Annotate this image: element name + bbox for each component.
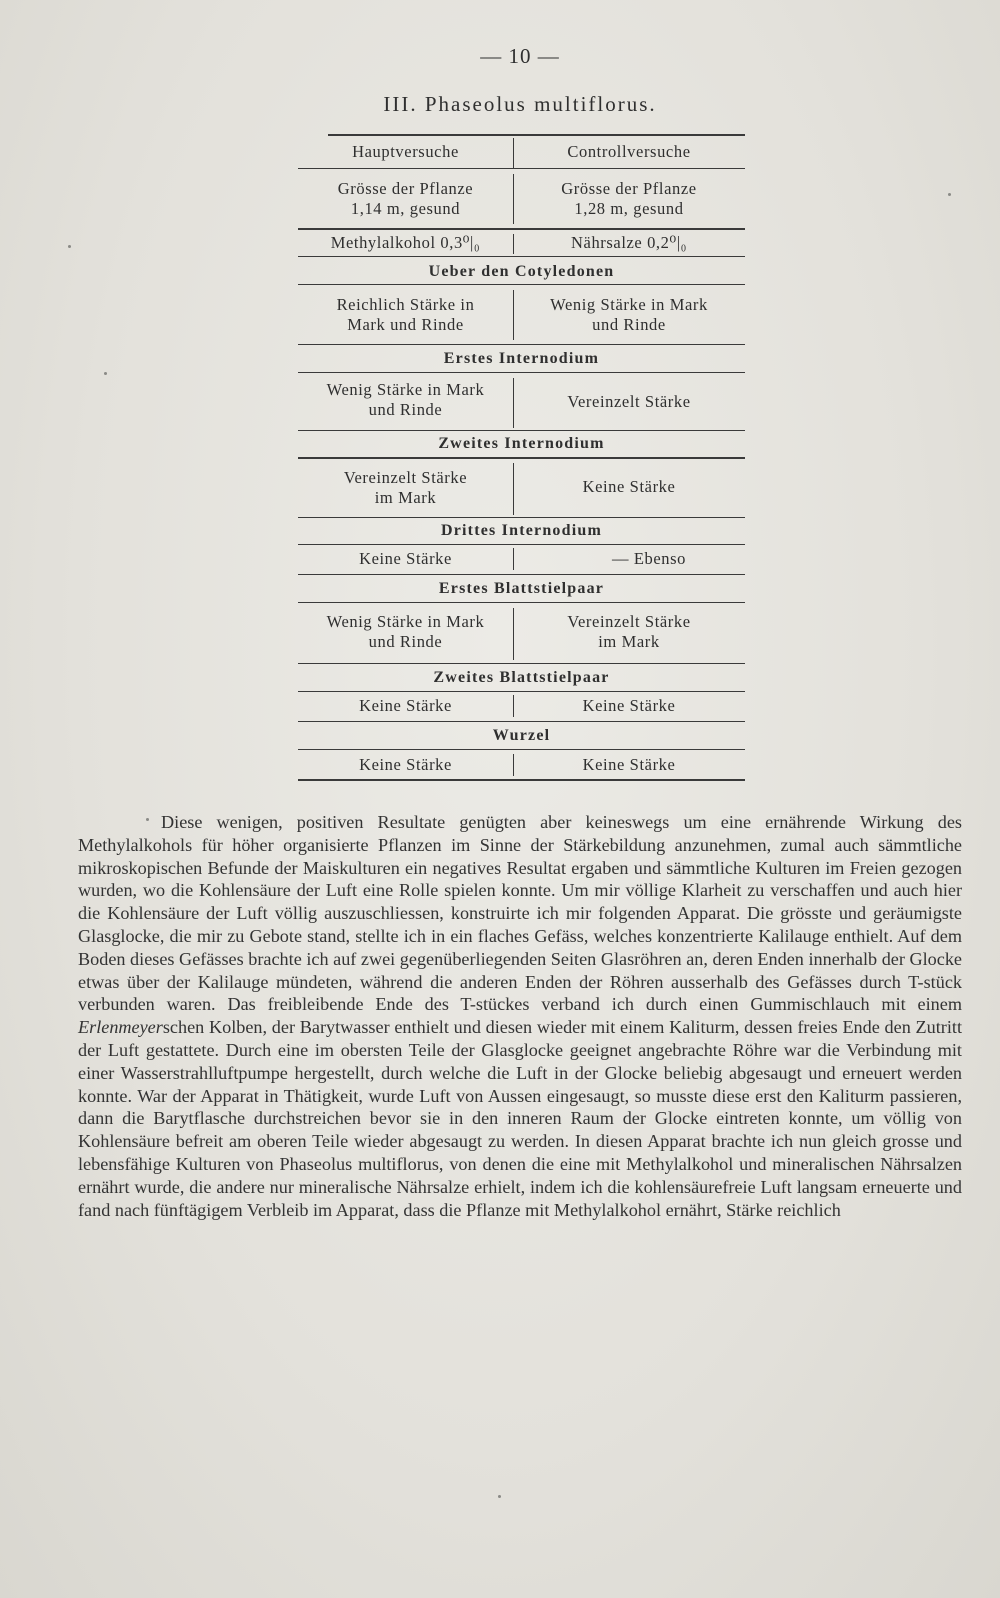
- paper-speck: [146, 818, 149, 821]
- main-plant-size: [298, 179, 513, 219]
- table-rule: [298, 663, 745, 664]
- main-second-petiole-pair: Keine Stärke: [359, 696, 452, 715]
- paragraph-text: [78, 811, 962, 1221]
- table-rule: [298, 284, 745, 285]
- main-nutrient: Methylalkohol 0,3⁰|₀: [330, 233, 481, 252]
- table-divider: [513, 463, 514, 515]
- table-rule: [298, 168, 745, 169]
- main-cotyledons-line2: Mark und Rinde: [347, 315, 464, 334]
- table-rule: [298, 544, 745, 545]
- header-control-experiments: Controllversuche: [567, 142, 691, 161]
- main-third-internode: Keine Stärke: [359, 549, 452, 568]
- control-first-internode: Vereinzelt Stärke: [567, 392, 691, 411]
- table-divider: [513, 608, 514, 660]
- control-cotyledons-line2: und Rinde: [592, 315, 666, 334]
- table-divider: [513, 754, 514, 776]
- control-first-petiole-pair-line2: im Mark: [598, 632, 660, 651]
- table-rule: [298, 372, 745, 373]
- table-divider: [513, 695, 514, 717]
- main-first-petiole-pair-line1: Wenig Stärke in Mark: [326, 612, 485, 631]
- paper-speck: [498, 1495, 501, 1498]
- header-main-experiments: Hauptversuche: [352, 142, 459, 161]
- table-rule: [298, 691, 745, 692]
- control-nutrient: Nährsalze 0,2⁰|₀: [571, 233, 687, 252]
- main-first-petiole-pair-line2: und Rinde: [368, 632, 443, 651]
- section-title: III. Phaseolus multiflorus.: [383, 92, 657, 116]
- section-head-first-petiole-pair: Erstes Blattstielpaar: [438, 580, 605, 597]
- table-rule: [298, 749, 745, 750]
- table-rule: [298, 602, 745, 603]
- section-head-second-internode: Zweites Internodium: [438, 435, 605, 452]
- control-third-internode: — Ebenso: [612, 549, 686, 568]
- control-first-petiole-pair-line1: Vereinzelt Stärke: [567, 612, 691, 631]
- control-second-internode: Keine Stärke: [582, 477, 676, 496]
- main-root: Keine Stärke: [359, 755, 452, 774]
- table-divider: [513, 234, 514, 254]
- table-rule: [298, 430, 745, 431]
- main-second-internode: [298, 468, 513, 508]
- table-divider: [513, 548, 514, 570]
- table-divider: [513, 174, 514, 224]
- table-rule-bottom: [298, 779, 745, 781]
- table-rule-top: [328, 134, 745, 136]
- main-second-internode-line2: im Mark: [374, 488, 437, 507]
- table-rule: [298, 344, 745, 345]
- control-cotyledons-line1: Wenig Stärke in Mark: [550, 295, 708, 314]
- table-divider: [513, 290, 514, 340]
- control-second-petiole-pair: Keine Stärke: [582, 696, 676, 715]
- main-first-internode-line1: Wenig Stärke in Mark: [326, 380, 485, 399]
- section-head-first-internode: Erstes Internodium: [443, 350, 600, 367]
- table-rule: [298, 517, 745, 518]
- table-rule: [298, 228, 745, 230]
- control-plant-size-line1: Grösse der Pflanze: [561, 179, 697, 198]
- main-first-internode: [298, 380, 513, 420]
- section-head-cotyledons: Ueber den Cotyledonen: [428, 263, 615, 280]
- section-head-third-internode: Drittes Internodium: [440, 522, 602, 539]
- main-second-internode-line1: Vereinzelt Stärke: [343, 468, 468, 487]
- control-root: Keine Stärke: [582, 755, 676, 774]
- body-paragraph: [78, 811, 962, 1221]
- paper-speck: [68, 245, 71, 248]
- control-plant-size: [513, 179, 745, 219]
- table-rule: [298, 574, 745, 575]
- table-rule: [298, 721, 745, 722]
- control-first-petiole-pair: [513, 612, 745, 652]
- table-rule: [298, 256, 745, 257]
- main-cotyledons-line1: Reichlich Stärke in: [336, 295, 475, 314]
- table-divider: [513, 138, 514, 168]
- main-first-petiole-pair: [298, 612, 513, 652]
- paper-speck: [104, 372, 107, 375]
- person-name: Erlenmeyer: [78, 1017, 163, 1038]
- paragraph-part-2: schen Kolben, der Barytwasser enthielt und diesen wieder mit einem Kaliturm, dessen freies Ende den Zutritt der Luft gestattete. Durch eine im obersten Teile der Glasglocke geeignet angebrachte Röhre war die Verbindung mit einer Wasserstrahlluftpumpe hergestellt, durch welche die Luft in der Glocke beliebig abgesaugt und erneuert werden konnte. War der Apparat in Thätigkeit, wurde Luft von Aussen eingesaugt, so musste diese erst den Kaliturm passieren, dann die Barytflasche durchstreichen bevor sie in den inneren Raum der Glocke eintreten konnte, um völlig von Kohlensäure befreit am oberen Teile wieder abgesaugt zu werden. In diesen Apparat brachte ich nun gleich grosse und lebensfähige Kulturen von Phaseolus multiflorus, von denen die eine mit Methylalkohol und mineralischen Nährsalzen ernährt wurde, die andere nur mineralische Nährsalze erhielt, indem ich die kohlensäurefreie Luft langsam erneuerte und fand nach fünftägigem Verbleib im Apparat, dass die Pflanze mit Methylalkohol ernährt, Stärke reichlich: [78, 1017, 962, 1220]
- section-head-root: Wurzel: [492, 727, 551, 744]
- main-plant-size-line1: Grösse der Pflanze: [337, 179, 474, 198]
- table-rule: [298, 457, 745, 459]
- control-plant-size-line2: 1,28 m, gesund: [574, 199, 684, 218]
- section-head-second-petiole-pair: Zweites Blattstielpaar: [433, 669, 610, 686]
- main-plant-size-line2: 1,14 m, gesund: [350, 199, 461, 218]
- page-number: — 10 —: [480, 44, 560, 68]
- main-first-internode-line2: und Rinde: [368, 400, 443, 419]
- control-cotyledons: [513, 295, 745, 335]
- paragraph-part-1: Diese wenigen, positiven Resultate genügten aber keineswegs um eine ernährende Wirkung des Methylalkohols für höher organisierte Pflanzen im Sinne der Stärkebildung anzunehmen, zumal auch sämmtliche mikroskopischen Befunde der Maiskulturen ein negatives Resultat ergaben und sämmtliche Kulturen im Freien gezogen wurden, wo die Kohlensäure der Luft eine Rolle spielen konnte. Um mir völlige Klarheit zu verschaffen und auch hier die Kohlensäure der Luft völlig auszuschliessen, konstruirte ich mir folgenden Apparat. Die grösste und geräumigste Glasglocke, die mir zu Gebote stand, stellte ich in ein flaches Gefäss, welches konzentrierte Kalilauge enthielt. Auf dem Boden dieses Gefässes brachte ich auf zwei gegenüberliegenden Seiten Glasröhren an, deren Enden innerhalb der Glocke etwas über der Kalilauge mündeten, während die anderen Enden der Röhren ausserhalb des Gefässes durch T-stück verbunden waren. Das freibleibende Ende des T-stückes verband ich durch einen Gummischlauch mit einem: [78, 812, 962, 1015]
- paper-speck: [948, 193, 951, 196]
- table-divider: [513, 378, 514, 428]
- main-cotyledons: [298, 295, 513, 335]
